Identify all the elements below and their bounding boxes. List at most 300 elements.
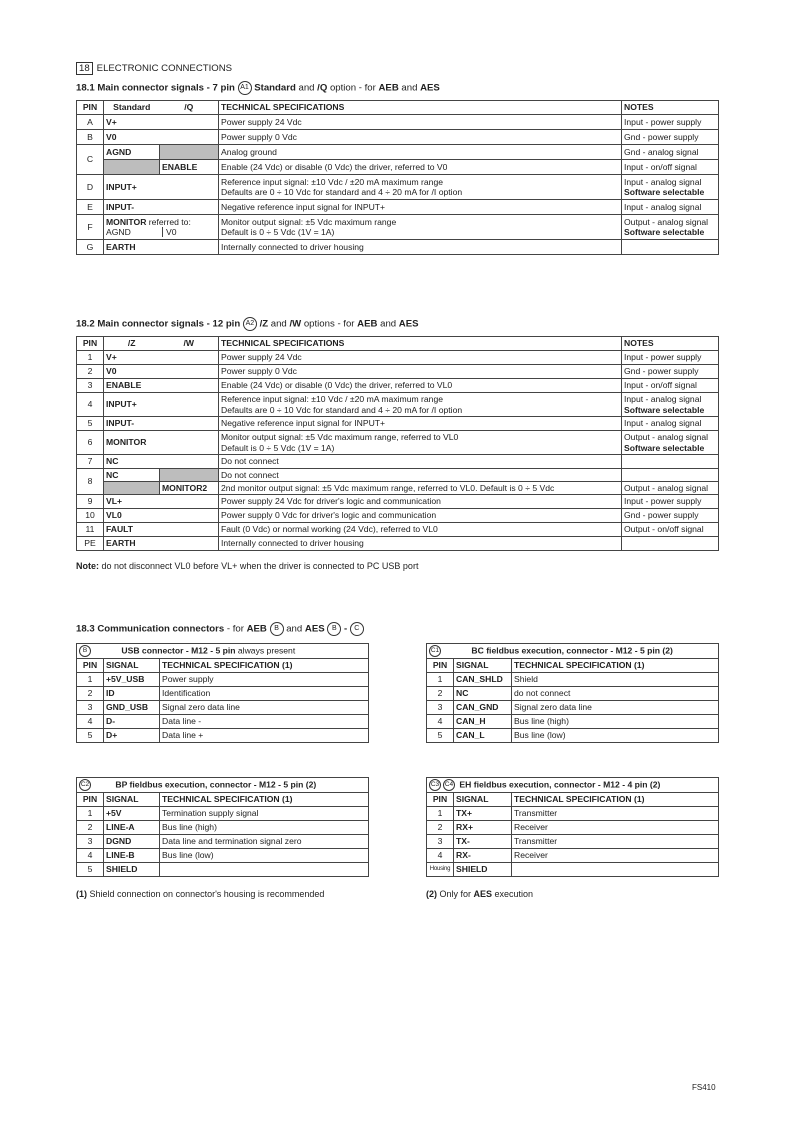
col-spec: TECHNICAL SPECIFICATIONS [219, 337, 622, 351]
pin: C [77, 145, 104, 175]
note-line: Input - analog signal [624, 394, 702, 405]
note: Output - analog signal [622, 482, 719, 495]
signal: GND_USB [104, 701, 160, 715]
bc-title-row [427, 644, 719, 659]
s181-title-aeb: AEB [378, 82, 399, 94]
bc-title-text: BC fieldbus execution, connector - M12 - 5 pin (2) [471, 645, 673, 656]
col-pin: PIN [427, 793, 454, 807]
spec: Signal zero data line [512, 701, 719, 715]
spec: do not connect [512, 687, 719, 701]
bp-title-text: BP fieldbus execution, connector - M12 - 5 pin (2) [115, 779, 317, 790]
note: Input - on/off signal [622, 379, 719, 393]
pin: 4 [77, 393, 104, 417]
note-line: Software selectable [624, 187, 705, 197]
pin: 5 [77, 417, 104, 431]
table-row [427, 729, 719, 743]
signal: CAN_H [454, 715, 512, 729]
signal: INPUT- [104, 200, 219, 215]
signal: NC [104, 455, 219, 469]
table-row [77, 469, 719, 482]
spec: Receiver [512, 849, 719, 863]
signal: ENABLE [160, 160, 219, 175]
signal: D- [104, 715, 160, 729]
note [622, 469, 719, 482]
pin: E [77, 200, 104, 215]
spec [160, 863, 369, 877]
pin: 1 [77, 807, 104, 821]
note: Output - on/off signal [622, 523, 719, 537]
col-w: /W [160, 337, 219, 351]
footnote-2 [426, 889, 533, 899]
c4-circle-icon: C4 [443, 779, 455, 791]
pin: Housing [427, 863, 454, 877]
section-header [76, 58, 232, 76]
table-row [77, 807, 369, 821]
col-z: /Z [104, 337, 160, 351]
spec: Data line and termination signal zero [160, 835, 369, 849]
bp-table [76, 777, 369, 877]
usb-title-extra: always present [235, 645, 296, 656]
s181-title-aes: AES [420, 82, 440, 94]
b-circle-icon: B [79, 645, 91, 657]
spec: Negative reference input signal for INPUT+ [219, 417, 622, 431]
s182-title-option: options - for [301, 318, 358, 330]
spec-line: Default is 0 ÷ 5 Vdc (1V = 1A) [221, 442, 335, 453]
monitor-ref: referred to: [146, 216, 191, 227]
spec [512, 863, 719, 877]
table-row [77, 509, 719, 523]
b-circle-icon: B [270, 622, 284, 636]
spec: Power supply 24 Vdc for driver's logic and communication [219, 495, 622, 509]
table-row [427, 687, 719, 701]
note [622, 455, 719, 469]
usb-title-text: USB connector - M12 - 5 pin [121, 645, 236, 656]
signal: V+ [104, 351, 219, 365]
signal: VL0 [104, 509, 219, 523]
pin: 4 [77, 849, 104, 863]
signal: CAN_GND [454, 701, 512, 715]
note: Input - power supply [622, 351, 719, 365]
spec: Termination supply signal [160, 807, 369, 821]
col-spec: TECHNICAL SPECIFICATION (1) [160, 659, 369, 673]
note: Gnd - analog signal [622, 145, 719, 160]
footnote-1-text: Shield connection on connector's housing is recommended [87, 889, 325, 899]
col-pin: PIN [77, 659, 104, 673]
s182-title-aeb: AEB [357, 318, 378, 330]
signal: V+ [104, 115, 219, 130]
table-row [77, 365, 719, 379]
pin: 3 [77, 379, 104, 393]
footnote-1 [76, 889, 324, 899]
signal: CAN_L [454, 729, 512, 743]
s182-table [76, 336, 719, 551]
table-row [77, 687, 369, 701]
s181-table [76, 100, 719, 255]
pin: 11 [77, 523, 104, 537]
table-row [427, 863, 719, 877]
pin: 6 [77, 431, 104, 455]
signal: TX+ [454, 807, 512, 821]
spec: Enable (24 Vdc) or disable (0 Vdc) the driver, referred to V0 [219, 160, 622, 175]
spec [219, 393, 622, 417]
c3-circle-icon: C3 [429, 779, 441, 791]
table-row [427, 701, 719, 715]
table-row [77, 200, 719, 215]
col-standard: Standard [104, 101, 160, 115]
signal [104, 215, 219, 240]
col-pin: PIN [427, 659, 454, 673]
eh-header-row [427, 793, 719, 807]
spec: Receiver [512, 821, 719, 835]
table-row [77, 431, 719, 455]
s182-title-text: 18.2 Main connector signals - 12 pin [76, 318, 241, 330]
table-row [77, 863, 369, 877]
note: Gnd - power supply [622, 509, 719, 523]
signal: INPUT+ [104, 175, 219, 200]
spec-line: Monitor output signal: ±5 Vdc maximum range, referred to VL0 [221, 432, 459, 443]
signal: INPUT+ [104, 393, 219, 417]
section-title: ELECTRONIC CONNECTIONS [96, 63, 233, 74]
note: Input - analog signal [622, 417, 719, 431]
s182-title-z: /Z [259, 318, 269, 330]
spec-line: Monitor output signal: ±5 Vdc maximum range [221, 216, 397, 227]
col-q: /Q [160, 101, 219, 115]
note: Input - power supply [622, 115, 719, 130]
s183-title-text: 18.3 Communication connectors [76, 623, 225, 635]
s182-title-aes: AES [398, 318, 419, 330]
usb-title [77, 644, 369, 659]
s183-title-aes: AES [304, 623, 325, 635]
spec-line: Reference input signal: ±10 Vdc / ±20 mA maximum range [221, 176, 443, 187]
s182-title-w: /W [289, 318, 302, 330]
s181-header-row [77, 101, 719, 115]
usb-header-row [77, 659, 369, 673]
a1-circle-icon: A1 [238, 81, 252, 95]
spec: Power supply 0 Vdc for driver's logic and communication [219, 509, 622, 523]
spec: Bus line (low) [160, 849, 369, 863]
signal: LINE-B [104, 849, 160, 863]
eh-title-text: EH fieldbus execution, connector - M12 - 4 pin (2) [459, 779, 661, 790]
col-pin: PIN [77, 337, 104, 351]
spec [219, 175, 622, 200]
signal: RX+ [454, 821, 512, 835]
table-row [77, 729, 369, 743]
signal: FAULT [104, 523, 219, 537]
s183-title-dash: - [341, 623, 350, 635]
signal: CAN_SHLD [454, 673, 512, 687]
pin: PE [77, 537, 104, 551]
note-line: Software selectable [624, 227, 705, 237]
spec: Transmitter [512, 835, 719, 849]
gray-cell [104, 482, 160, 495]
table-row [77, 537, 719, 551]
pin: 3 [77, 835, 104, 849]
table-row [77, 849, 369, 863]
spec-line: Defaults are 0 ÷ 10 Vdc for standard and 4 ÷ 20 mA for /I option [221, 404, 463, 415]
signal: V0 [104, 130, 219, 145]
spec: Shield [512, 673, 719, 687]
signal: RX- [454, 849, 512, 863]
pin: 4 [427, 715, 454, 729]
signal: +5V [104, 807, 160, 821]
table-row [77, 175, 719, 200]
table-row [77, 115, 719, 130]
monitor-refs [104, 227, 218, 237]
pin: 2 [77, 687, 104, 701]
spec-line: Defaults are 0 ÷ 10 Vdc for standard and 4 ÷ 20 mA for /I option [221, 187, 463, 197]
signal: MONITOR [104, 431, 219, 455]
pin: 2 [427, 687, 454, 701]
bp-title [77, 778, 369, 793]
s181-title-and: and [295, 82, 318, 94]
pin: F [77, 215, 104, 240]
table-row [77, 835, 369, 849]
spec: Signal zero data line [160, 701, 369, 715]
spec: Power supply 24 Vdc [219, 351, 622, 365]
table-row [427, 673, 719, 687]
signal: VL+ [104, 495, 219, 509]
s181-title-and2: and [398, 82, 421, 94]
pin: 2 [77, 365, 104, 379]
note [622, 431, 719, 455]
signal: MONITOR2 [160, 482, 219, 495]
signal: ENABLE [104, 379, 219, 393]
table-row [77, 715, 369, 729]
col-spec: TECHNICAL SPECIFICATION (1) [512, 659, 719, 673]
signal: TX- [454, 835, 512, 849]
monitor-name: MONITOR [106, 216, 147, 227]
pin: 1 [427, 807, 454, 821]
note [622, 215, 719, 240]
spec: Power supply 24 Vdc [219, 115, 622, 130]
table-row [77, 701, 369, 715]
pin: 10 [77, 509, 104, 523]
table-row [427, 821, 719, 835]
s183-title [76, 622, 364, 636]
spec: Internally connected to driver housing [219, 537, 622, 551]
col-signal: SIGNAL [104, 659, 160, 673]
pin: 1 [77, 351, 104, 365]
footnote-2-aes: AES [473, 889, 493, 899]
spec-line: Reference input signal: ±10 Vdc / ±20 mA maximum range [221, 394, 443, 405]
table-row [77, 417, 719, 431]
s182-title [76, 317, 419, 331]
footnote-2-text: Only for [437, 889, 474, 899]
pin: 2 [427, 821, 454, 835]
eh-title [427, 778, 719, 793]
spec: Power supply [160, 673, 369, 687]
spec: Analog ground [219, 145, 622, 160]
note-line: Input - analog signal [624, 176, 702, 187]
spec: 2nd monitor output signal: ±5 Vdc maximum range, referred to VL0. Default is 0 ÷ 5 Vdc [219, 482, 622, 495]
s183-title-for: - for [224, 623, 247, 635]
note [622, 537, 719, 551]
spec: Identification [160, 687, 369, 701]
b-circle-icon: B [327, 622, 341, 636]
spec: Do not connect [219, 455, 622, 469]
col-signal: SIGNAL [454, 793, 512, 807]
note-label: Note: [76, 561, 99, 571]
table-row [77, 240, 719, 255]
gray-cell [160, 145, 219, 160]
pin: 3 [427, 835, 454, 849]
pin: A [77, 115, 104, 130]
usb-table [76, 643, 369, 743]
spec: Bus line (high) [160, 821, 369, 835]
pin: 4 [427, 849, 454, 863]
spec: Negative reference input signal for INPUT+ [219, 200, 622, 215]
note: Gnd - power supply [622, 365, 719, 379]
col-spec: TECHNICAL SPECIFICATIONS [219, 101, 622, 115]
c2-circle-icon: C2 [79, 779, 91, 791]
pin: 1 [427, 673, 454, 687]
pin: 2 [77, 821, 104, 835]
pin: 3 [427, 701, 454, 715]
spec: Power supply 0 Vdc [219, 130, 622, 145]
pin: D [77, 175, 104, 200]
bc-table [426, 643, 719, 743]
signal: SHIELD [454, 863, 512, 877]
c-circle-icon: C [350, 622, 364, 636]
note [622, 240, 719, 255]
spec-line: Default is 0 ÷ 5 Vdc (1V = 1A) [221, 227, 335, 237]
note: Input - on/off signal [622, 160, 719, 175]
bc-title [427, 644, 719, 659]
c1-circle-icon: C1 [429, 645, 441, 657]
section-number: 18 [76, 62, 93, 75]
table-row [77, 145, 719, 160]
table-row [77, 495, 719, 509]
spec: Fault (0 Vdc) or normal working (24 Vdc), referred to VL0 [219, 523, 622, 537]
signal: INPUT- [104, 417, 219, 431]
usb-title-row [77, 644, 369, 659]
table-row [77, 160, 719, 175]
s182-title-and: and [268, 318, 290, 330]
a2-circle-icon: A2 [243, 317, 257, 331]
signal: AGND [104, 145, 160, 160]
gray-cell [104, 160, 160, 175]
pin: 8 [77, 469, 104, 495]
table-row [427, 807, 719, 821]
s181-title-q: /Q [317, 82, 328, 94]
s181-title-standard: Standard [254, 82, 296, 94]
table-row [77, 393, 719, 417]
eh-table [426, 777, 719, 877]
s181-title-text: 18.1 Main connector signals - 7 pin [76, 82, 235, 94]
eh-title-row [427, 778, 719, 793]
spec: Bus line (high) [512, 715, 719, 729]
col-pin: PIN [77, 793, 104, 807]
pin: 9 [77, 495, 104, 509]
note-line: Output - analog signal [624, 432, 709, 443]
pin: 5 [427, 729, 454, 743]
bp-header-row [77, 793, 369, 807]
pin: 4 [77, 715, 104, 729]
spec: Data line - [160, 715, 369, 729]
table-row [77, 379, 719, 393]
spec: Do not connect [219, 469, 622, 482]
note-line: Software selectable [624, 404, 705, 415]
col-notes: NOTES [622, 337, 719, 351]
note [622, 393, 719, 417]
s182-note [76, 561, 418, 571]
spec [219, 431, 622, 455]
signal: DGND [104, 835, 160, 849]
col-signal: SIGNAL [104, 793, 160, 807]
monitor-label [104, 217, 218, 227]
table-row [427, 715, 719, 729]
table-row [77, 482, 719, 495]
s181-title-option: option - for [327, 82, 379, 94]
table-row [77, 673, 369, 687]
ref-q: V0 [166, 227, 177, 237]
note-line: Software selectable [624, 442, 705, 453]
spec: Data line + [160, 729, 369, 743]
col-notes: NOTES [622, 101, 719, 115]
signal: NC [104, 469, 160, 482]
note: Input - power supply [622, 495, 719, 509]
s183-title-and: and [286, 623, 305, 635]
table-row [77, 821, 369, 835]
s181-title [76, 81, 440, 95]
pin: B [77, 130, 104, 145]
table-row [427, 835, 719, 849]
col-spec: TECHNICAL SPECIFICATION (1) [512, 793, 719, 807]
page-code: FS410 [692, 1083, 716, 1092]
table-row [77, 351, 719, 365]
pin: 5 [77, 729, 104, 743]
note-line: Output - analog signal [624, 216, 709, 227]
signal: V0 [104, 365, 219, 379]
spec: Enable (24 Vdc) or disable (0 Vdc) the driver, referred to VL0 [219, 379, 622, 393]
ref-standard: AGND [104, 227, 163, 237]
footnote-2-marker: (2) [426, 889, 437, 899]
footnote-1-marker: (1) [76, 889, 87, 899]
signal: LINE-A [104, 821, 160, 835]
signal: +5V_USB [104, 673, 160, 687]
pin: 7 [77, 455, 104, 469]
note: Gnd - power supply [622, 130, 719, 145]
signal: SHIELD [104, 863, 160, 877]
note-text: do not disconnect VL0 before VL+ when the driver is connected to PC USB port [99, 561, 419, 571]
pin: 1 [77, 673, 104, 687]
signal: EARTH [104, 537, 219, 551]
footnote-2-end: execution [492, 889, 534, 899]
table-row [77, 523, 719, 537]
signal: EARTH [104, 240, 219, 255]
col-spec: TECHNICAL SPECIFICATION (1) [160, 793, 369, 807]
pin: 5 [77, 863, 104, 877]
pin: 3 [77, 701, 104, 715]
note: Input - analog signal [622, 200, 719, 215]
bp-title-row [77, 778, 369, 793]
spec [219, 215, 622, 240]
signal: ID [104, 687, 160, 701]
signal: D+ [104, 729, 160, 743]
spec: Internally connected to driver housing [219, 240, 622, 255]
col-signal: SIGNAL [454, 659, 512, 673]
gray-cell [160, 469, 219, 482]
bc-header-row [427, 659, 719, 673]
table-row [77, 215, 719, 240]
pin: G [77, 240, 104, 255]
col-pin: PIN [77, 101, 104, 115]
spec: Bus line (low) [512, 729, 719, 743]
spec: Transmitter [512, 807, 719, 821]
spec: Power supply 0 Vdc [219, 365, 622, 379]
table-row [77, 130, 719, 145]
s183-title-aeb: AEB [246, 623, 267, 635]
